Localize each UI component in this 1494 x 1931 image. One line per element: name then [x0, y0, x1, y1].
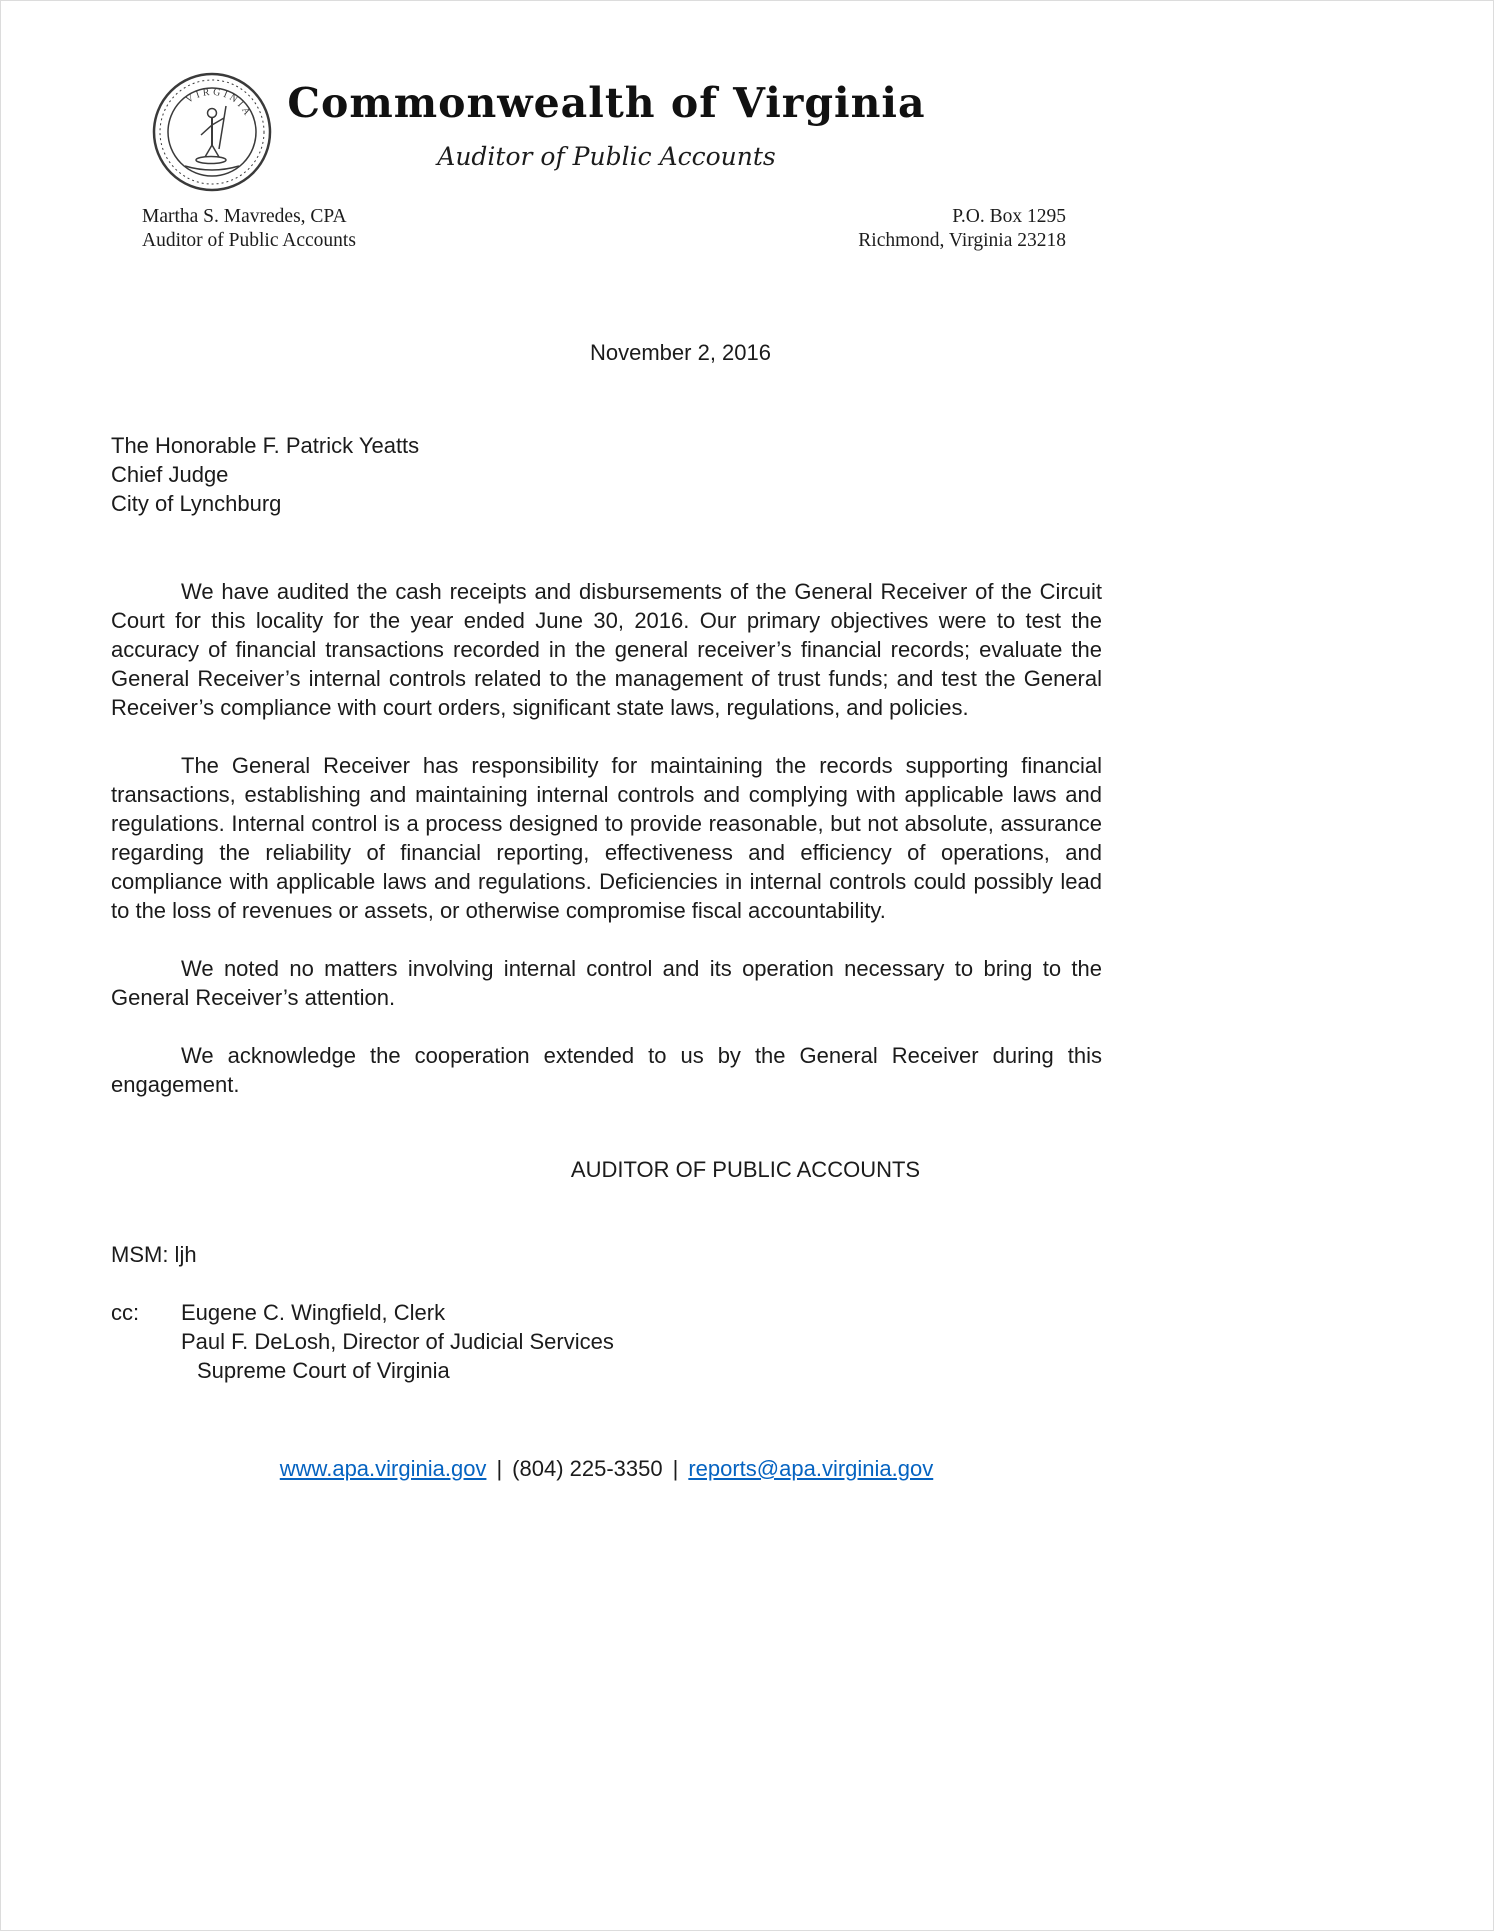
auditor-name: Martha S. Mavredes, CPA — [142, 206, 347, 227]
signature-block: AUDITOR OF PUBLIC ACCOUNTS — [570, 1156, 921, 1182]
letter-footer — [111, 1454, 1102, 1483]
cc-line: Paul F. DeLosh, Director of Judicial Services — [181, 1328, 614, 1354]
org-title: Commonwealth of Virginia — [287, 79, 926, 127]
auditor-title: Auditor of Public Accounts — [142, 230, 356, 252]
svg-text:VIRGINIA: VIRGINIA — [184, 86, 254, 120]
city-state-zip: Richmond, Virginia 23218 — [858, 230, 1066, 252]
phone-number: (804) 225-3350 — [512, 1455, 663, 1481]
paragraph-acknowledgement: We acknowledge the cooperation extended to us by the General Receiver during this engagement. — [111, 1042, 1102, 1097]
letter-date: November 2, 2016 — [590, 339, 771, 365]
footer-separator: | — [672, 1455, 679, 1481]
cc-line: Supreme Court of Virginia — [197, 1357, 450, 1383]
email-link[interactable]: reports@apa.virginia.gov — [688, 1455, 934, 1481]
po-box: P.O. Box 1295 — [952, 206, 1066, 227]
paragraph-findings: We noted no matters involving internal control and its operation necessary to bring to the General Receiver’s attention. — [111, 955, 1102, 1010]
recipient-locality: City of Lynchburg — [111, 490, 282, 516]
reference-initials: MSM: ljh — [111, 1241, 197, 1267]
letter-body — [111, 577, 1102, 1099]
address-po-block — [858, 205, 1066, 254]
paragraph-audit-scope: We have audited the cash receipts and disbursements of the General Receiver of the Circuit Court for this locality for the year ended June 30, 2016. Our primary objectives were to test the accuracy of financial transactions recorded in the general receiver’s financial records; evaluate the General Receiver’s internal controls related to the management of trust funds; and test the General Receiver’s compliance with court orders, significant state laws, regulations, and policies. — [111, 578, 1102, 720]
letterhead — [111, 71, 1102, 254]
recipient-name: The Honorable F. Patrick Yeatts — [111, 432, 420, 458]
paragraph-responsibility: The General Receiver has responsibility for maintaining the records supporting financial transactions, establishing and maintaining internal controls and complying with applicable laws and regulations. Internal control is a process designed to provide reasonable, but not absolute, assurance regarding the reliability of financial reporting, effectiveness and efficiency of operations, and compliance with applicable laws and regulations. Deficiencies in internal controls could possibly lead to the loss of revenues or assets, or otherwise compromise fiscal accountability. — [111, 752, 1102, 923]
footer-separator: | — [496, 1455, 503, 1481]
website-link[interactable]: www.apa.virginia.gov — [279, 1455, 487, 1481]
cc-line: Eugene C. Wingfield, Clerk — [181, 1299, 446, 1325]
cc-block — [111, 1298, 1102, 1385]
recipient-title: Chief Judge — [111, 461, 229, 487]
cc-label: cc: — [111, 1299, 140, 1325]
letterhead-top — [111, 71, 1102, 193]
recipient-block — [111, 431, 1102, 518]
cc-lines — [181, 1298, 614, 1385]
virginia-state-seal-icon — [151, 71, 273, 193]
org-subtitle: Auditor of Public Accounts — [437, 142, 776, 172]
letterhead-contacts — [142, 205, 1066, 254]
auditor-name-block — [142, 205, 356, 254]
